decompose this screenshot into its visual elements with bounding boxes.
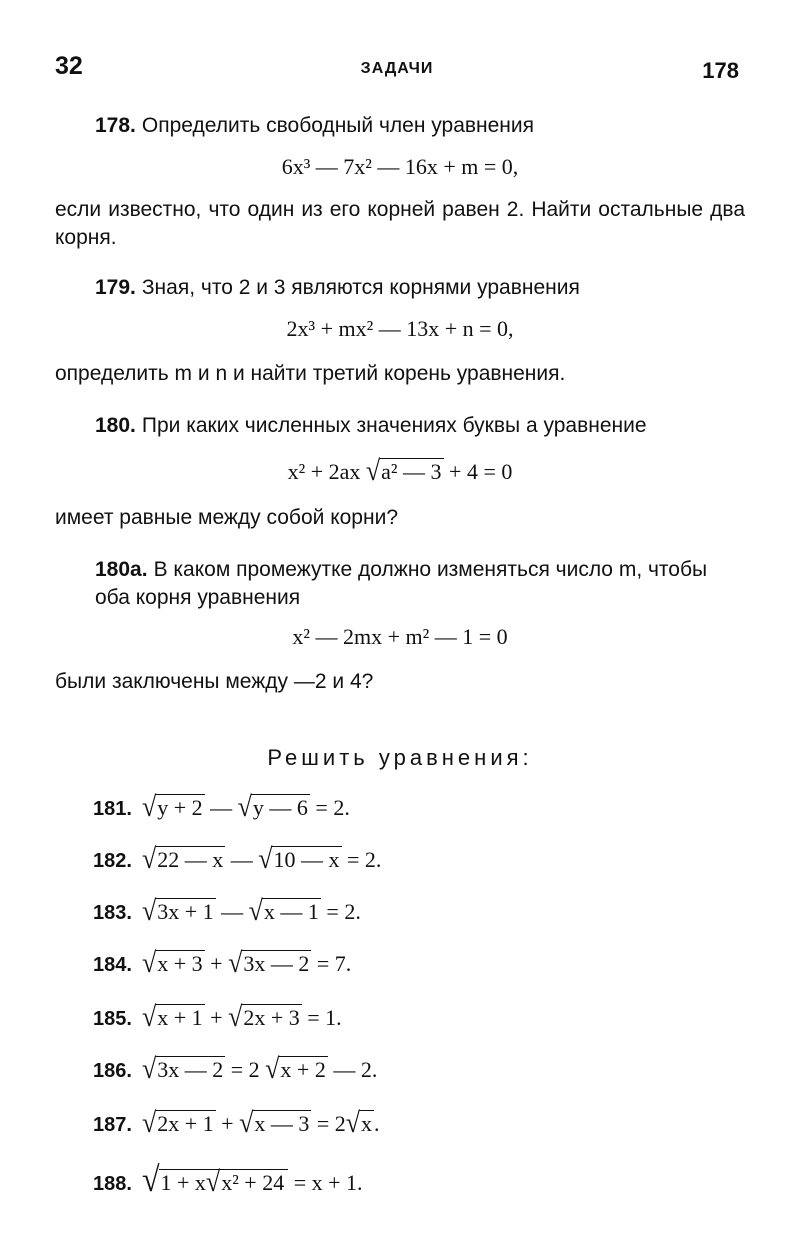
radical xyxy=(239,1108,311,1139)
radicand: 3x + 1 xyxy=(157,899,214,924)
equation-tail: = x + 1. xyxy=(293,1170,363,1195)
equation-tail: = 2. xyxy=(326,899,361,924)
radicand: a² — 3 xyxy=(381,459,442,484)
radical xyxy=(366,456,444,487)
radicand: x — 3 xyxy=(254,1111,310,1136)
equation-182 xyxy=(93,844,733,876)
radicand: x — 1 xyxy=(263,899,319,924)
equation-188 xyxy=(93,1159,733,1199)
problem-number: 184. xyxy=(93,954,132,976)
radicand: x xyxy=(361,1111,373,1136)
equation-end: . xyxy=(374,1111,380,1136)
operator: + xyxy=(210,1005,223,1030)
equation-tail: = 1. xyxy=(307,1005,342,1030)
radicand-part: 1 + x xyxy=(160,1170,206,1195)
equation-tail: — 2. xyxy=(333,1057,378,1082)
page-header xyxy=(55,46,739,86)
operator: + xyxy=(210,951,223,976)
equation-part: + 4 = 0 xyxy=(449,459,513,484)
problem-180a-continuation: были заключены между —2 и 4? xyxy=(55,670,374,693)
problem-number: 180a. xyxy=(95,558,148,581)
equation-part: x² + 2ax xyxy=(287,459,361,484)
radical xyxy=(142,1002,205,1033)
problem-180a xyxy=(95,556,745,612)
radical xyxy=(238,792,310,823)
sqrt-symbol: √ xyxy=(205,1165,221,1198)
sqrt-symbol: √ xyxy=(141,1052,157,1085)
sqrt-symbol: √ xyxy=(239,1106,254,1139)
problem-text: При каких численных значениях буквы a уравнение xyxy=(141,414,647,437)
radical xyxy=(228,1002,302,1033)
problem-180 xyxy=(95,412,745,440)
operator: — xyxy=(221,899,244,924)
problem-number: 188. xyxy=(93,1173,132,1195)
outer-radicand xyxy=(159,1165,289,1198)
radical xyxy=(142,948,205,979)
radicand: y + 2 xyxy=(157,795,203,820)
radical xyxy=(142,896,216,927)
sqrt-symbol: √ xyxy=(141,1159,160,1199)
problem-ref: 178 xyxy=(702,58,739,83)
radical xyxy=(142,792,205,823)
radical xyxy=(265,1054,328,1085)
problem-number: 186. xyxy=(93,1060,132,1082)
problem-number: 179. xyxy=(95,276,136,299)
inner-radicand: x² + 24 xyxy=(221,1170,285,1195)
sqrt-symbol: √ xyxy=(141,894,157,927)
problem-text: Определить свободный член уравнения xyxy=(141,114,535,137)
radicand: 3x — 2 xyxy=(157,1057,224,1082)
sqrt-symbol: √ xyxy=(141,1106,157,1139)
radicand: 2x + 3 xyxy=(243,1005,300,1030)
radicand: x + 2 xyxy=(280,1057,326,1082)
problem-number: 183. xyxy=(93,902,132,924)
operator: — xyxy=(210,795,233,820)
sqrt-symbol: √ xyxy=(141,842,157,875)
running-title: ЗАДАЧИ xyxy=(360,60,434,77)
radicand: 10 — x xyxy=(273,847,340,872)
sqrt-symbol: √ xyxy=(248,894,263,927)
equation-183 xyxy=(93,896,733,928)
inner-radical xyxy=(206,1167,286,1198)
radicand: y — 6 xyxy=(252,795,308,820)
problem-number: 180. xyxy=(95,414,136,437)
problem-text: Зная, что 2 и 3 являются корнями уравнения xyxy=(141,276,580,299)
equation-tail: = 7. xyxy=(316,951,352,976)
sqrt-symbol: √ xyxy=(228,1000,243,1033)
operator: — xyxy=(230,847,253,872)
equation-178: 6x³ — 7x² — 16x + m = 0, xyxy=(281,154,519,179)
equation-187 xyxy=(93,1108,733,1140)
sqrt-symbol: √ xyxy=(265,1052,280,1085)
problem-179-continuation: определить m и n и найти третий корень уравнения. xyxy=(55,362,566,385)
equation-186 xyxy=(93,1054,733,1086)
sqrt-symbol: √ xyxy=(141,790,157,823)
page-number: 32 xyxy=(55,52,83,80)
sqrt-symbol: √ xyxy=(237,790,252,823)
operator: + xyxy=(221,1111,234,1136)
problem-text: В каком промежутке должно изменяться число m, чтобы оба корня уравнения xyxy=(95,558,708,609)
equation-tail: = 2 xyxy=(316,1111,346,1136)
outer-radical xyxy=(141,1159,288,1199)
radical xyxy=(142,844,225,875)
section-heading: Решить уравнения: xyxy=(267,745,533,770)
problem-179 xyxy=(95,274,745,302)
equation-184 xyxy=(93,948,733,980)
problem-number: 182. xyxy=(93,850,132,872)
radical xyxy=(142,1054,225,1085)
radical xyxy=(346,1108,374,1139)
equation-tail: = 2. xyxy=(347,847,382,872)
radical xyxy=(142,1108,216,1139)
problem-number: 185. xyxy=(93,1008,132,1030)
sqrt-symbol: √ xyxy=(141,946,157,979)
radicand: 3x — 2 xyxy=(243,951,310,976)
radical xyxy=(249,896,321,927)
sqrt-symbol: √ xyxy=(141,1000,157,1033)
problem-178-continuation: если известно, что один из его корней равен 2. Найти остальные два корня. xyxy=(55,198,745,249)
equation-181 xyxy=(93,792,733,824)
problem-178 xyxy=(95,112,745,140)
radicand: x + 1 xyxy=(157,1005,203,1030)
problem-180-continuation: имеет равные между собой корни? xyxy=(55,506,398,529)
radical xyxy=(258,844,341,875)
equation-179: 2x³ + mx² — 13x + n = 0, xyxy=(286,316,514,341)
operator: = 2 xyxy=(230,1057,260,1082)
sqrt-symbol: √ xyxy=(365,454,381,487)
sqrt-symbol: √ xyxy=(345,1106,361,1139)
problem-number: 178. xyxy=(95,114,136,137)
equation-185 xyxy=(93,1002,733,1034)
problem-number: 181. xyxy=(93,798,132,820)
equation-180a: x² — 2mx + m² — 1 = 0 xyxy=(292,624,508,649)
radicand: x + 3 xyxy=(157,951,203,976)
sqrt-symbol: √ xyxy=(228,946,243,979)
radical xyxy=(228,948,311,979)
sqrt-symbol: √ xyxy=(258,842,273,875)
equation-tail: = 2. xyxy=(315,795,350,820)
radicand: 22 — x xyxy=(157,847,224,872)
equation-180 xyxy=(55,456,745,487)
problem-number: 187. xyxy=(93,1114,132,1136)
radicand: 2x + 1 xyxy=(157,1111,214,1136)
